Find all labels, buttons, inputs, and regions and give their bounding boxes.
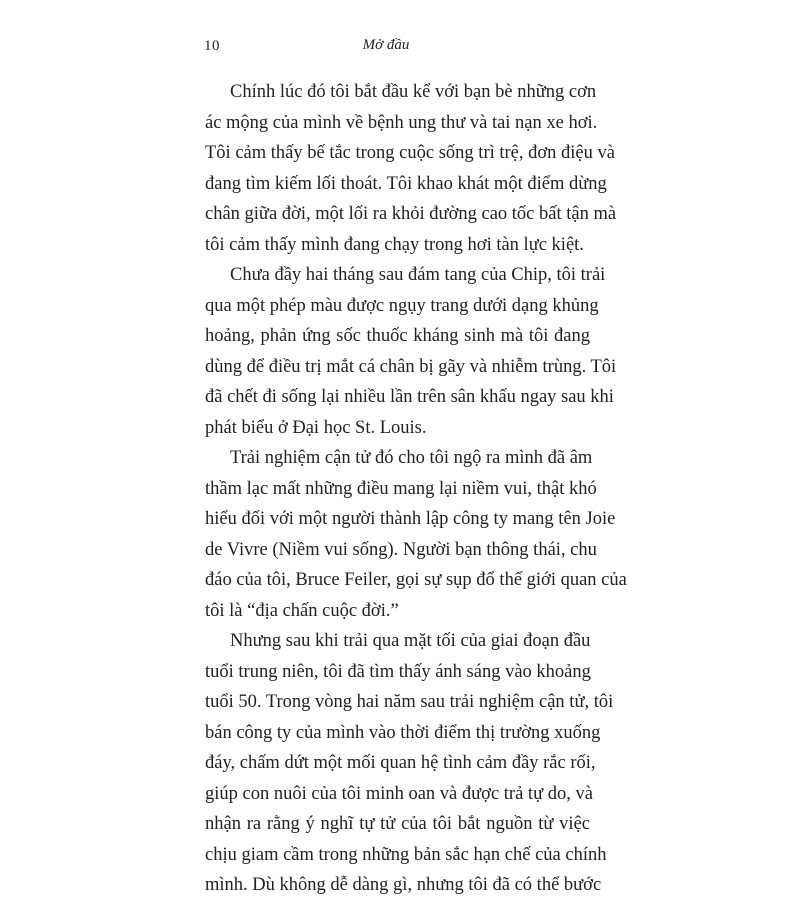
- paragraph: [205, 443, 627, 626]
- text-line: de Vivre (Niềm vui sống). Người bạn thông thái, chu: [205, 539, 597, 560]
- text-line: Tôi cảm thấy bế tắc trong cuộc sống trì trệ, đơn điệu và: [205, 143, 615, 163]
- text-line: ác mộng của mình về bệnh ung thư và tai nạn xe hơi.: [205, 112, 598, 133]
- text-line: tuổi trung niên, tôi đã tìm thấy ánh sáng vào khoảng: [205, 661, 591, 682]
- paragraph: [205, 260, 617, 443]
- text-line: Chính lúc đó tôi bắt đầu kể với bạn bè những cơn: [230, 82, 597, 102]
- text-line: tôi cảm thấy mình đang chạy trong hơi tàn lực kiệt.: [205, 234, 584, 255]
- paragraph: [205, 626, 614, 901]
- text-line: chân giữa đời, một lối ra khỏi đường cao tốc bất tận mà: [205, 204, 617, 224]
- text-line: tôi là “địa chấn cuộc đời.”: [205, 600, 399, 621]
- text-line: nhận ra rằng ý nghĩ tự tử của tôi bắt nguồn từ việc: [205, 814, 590, 834]
- text-line: Trải nghiệm cận tử đó cho tôi ngộ ra mình đã âm: [230, 448, 593, 468]
- text-line: đáo của tôi, Bruce Feiler, gọi sự sụp đổ thế giới quan của: [205, 570, 627, 590]
- running-head: Mở đầu: [362, 37, 410, 53]
- text-line: Nhưng sau khi trải qua mặt tối của giai đoạn đầu: [230, 631, 591, 651]
- text-line: đã chết đi sống lại nhiều lần trên sân khấu ngay sau khi: [205, 387, 614, 407]
- text-line: giúp con nuôi của tôi minh oan và được trả tự do, và: [205, 783, 593, 804]
- text-line: đang tìm kiếm lối thoát. Tôi khao khát một điểm dừng: [205, 173, 607, 194]
- text-line: dùng để điều trị mắt cá chân bị gãy và nhiễm trùng. Tôi: [205, 356, 617, 377]
- text-line: qua một phép màu được ngụy trang dưới dạng khủng: [205, 295, 599, 316]
- paragraph: [205, 77, 617, 260]
- text-line: hiểu đối với một người thành lập công ty mang tên Joie: [205, 509, 616, 529]
- text-line: bán công ty của mình vào thời điểm thị trường xuống: [205, 722, 601, 743]
- text-line: Chưa đầy hai tháng sau đám tang của Chip, tôi trải: [230, 265, 606, 285]
- text-line: chịu giam cầm trong những bản sắc hạn chế của chính: [205, 844, 607, 865]
- page-number: 10: [204, 38, 220, 54]
- text-line: phát biểu ở Đại học St. Louis.: [205, 417, 427, 438]
- text-line: hoảng, phản ứng sốc thuốc kháng sinh mà tôi đang: [205, 326, 590, 346]
- body-text: [205, 77, 627, 901]
- text-line: thầm lạc mất những điều mang lại niềm vui, thật khó: [205, 478, 597, 499]
- text-line: đáy, chấm dứt một mối quan hệ tình cảm đầy rắc rối,: [205, 753, 596, 773]
- text-line: mình. Dù không dễ dàng gì, nhưng tôi đã có thể bước: [205, 875, 602, 895]
- text-line: tuổi 50. Trong vòng hai năm sau trải nghiệm cận tử, tôi: [205, 692, 614, 712]
